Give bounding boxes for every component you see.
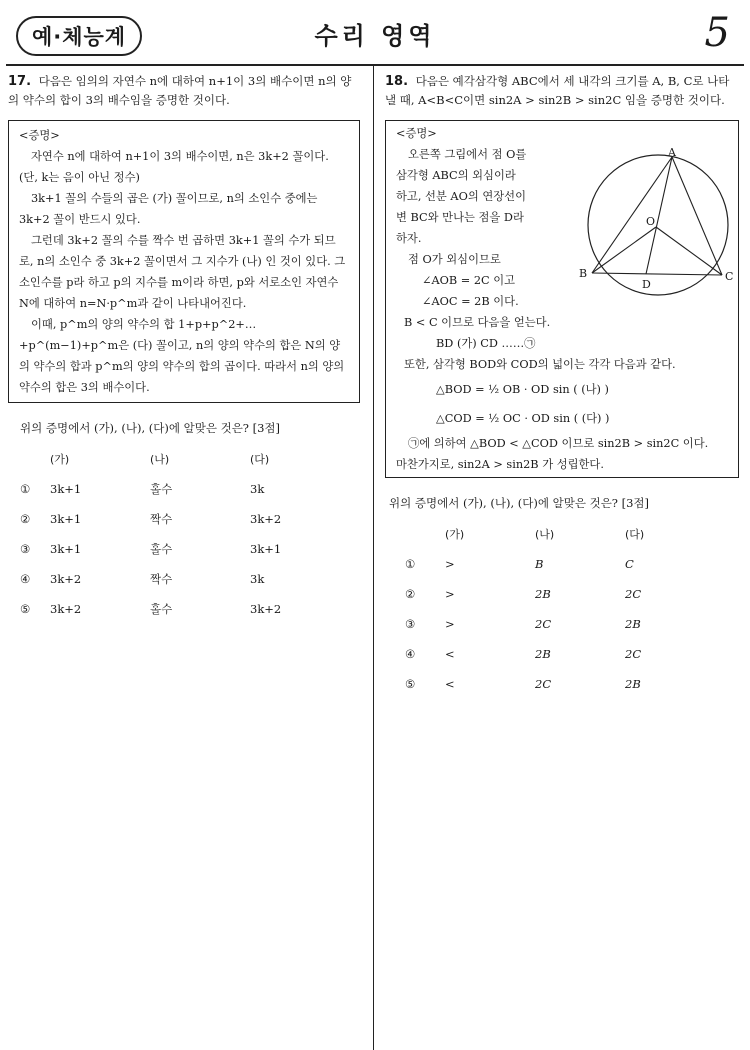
q18-conclude-1: ㉠에 의하여 △BOD < △COD 이므로 sin2B > sin2C 이다.	[408, 437, 709, 450]
q17-proof-line-1: 자연수 n에 대하여 n+1이 3의 배수이면, n은 3k+2 꼴이다. (단, k는 음이 아닌 정수)	[19, 150, 329, 184]
q18-aob-line: ∠AOB = 2C 이고	[422, 274, 516, 287]
q18-choice-3[interactable]	[405, 609, 715, 639]
q18-choice-5[interactable]	[405, 669, 715, 699]
choice-da: 3k+1	[250, 541, 282, 556]
page-title: 수리 영역	[314, 22, 436, 50]
choice-da: 2B	[625, 676, 641, 691]
choice-da: C	[625, 556, 634, 571]
q17-choice-5[interactable]	[20, 594, 350, 624]
page-number: 5	[704, 10, 730, 56]
choice-ga: 3k+1	[50, 511, 82, 526]
choice-ga: 3k+1	[50, 481, 82, 496]
column-divider	[373, 64, 374, 1050]
q17-text: 다음은 임의의 자연수 n에 대하여 n+1이 3의 배수이면 n의 양의 약수의 합이 3의 배수임을 증명한 것이다.	[8, 74, 352, 107]
q18-header-na: (나)	[535, 527, 555, 541]
label-c: C	[725, 270, 734, 283]
choice-mark[interactable]: ①	[20, 481, 31, 496]
choice-ga: >	[445, 586, 455, 601]
choice-da: 3k	[250, 571, 265, 586]
q18-conclude-2: 마찬가지로, sin2A > sin2B 가 성립한다.	[396, 458, 604, 471]
q17-header-na: (나)	[150, 452, 170, 466]
q17-choice-3[interactable]	[20, 534, 350, 564]
choice-na: 2C	[535, 616, 552, 631]
choice-na: 2B	[535, 646, 551, 661]
choice-na: 2C	[535, 676, 552, 691]
label-d: D	[642, 278, 651, 291]
q18-aoc-line: ∠AOC = 2B 이다.	[422, 295, 519, 308]
q18-area-bod: △BOD = ½ OB · OD sin ( (나) )	[436, 383, 609, 396]
label-o: O	[646, 215, 656, 228]
q18-intro-line-4: 변 BC와 만나는 점을 D라	[396, 211, 524, 224]
choice-na: 짝수	[150, 571, 173, 586]
q17-proof-line-4: 이때, p^m의 양의 약수의 합 1+p+p^2+…+p^(m−1)+p^m은 (다) 꼴이고, n의 양의 약수의 합은 N의 양의 약수의 합과 p^m의 양의 약수의 합의 곱이다. 따라서 n의 양의 약수의 합은 3의 배수이다.	[19, 318, 345, 394]
choice-mark[interactable]: ④	[405, 646, 416, 661]
q17-choice-4[interactable]	[20, 564, 350, 594]
choice-mark[interactable]: ②	[405, 586, 416, 601]
q18-choices	[405, 519, 715, 699]
q18-circumcenter-line: 점 O가 외심이므로	[408, 253, 501, 266]
choice-mark[interactable]: ⑤	[20, 601, 31, 616]
choice-ga: >	[445, 556, 455, 571]
q17-choice-1[interactable]	[20, 474, 350, 504]
choice-mark[interactable]: ⑤	[405, 676, 416, 691]
q18-choice-1[interactable]	[405, 549, 715, 579]
q17-choices	[20, 444, 350, 624]
q17-choice-2[interactable]	[20, 504, 350, 534]
q18-text: 다음은 예각삼각형 ABC에서 세 내각의 크기를 A, B, C로 나타낼 때, A<B<C이면 sin2A > sin2B > sin2C 임을 증명한 것이다.	[385, 74, 730, 107]
q17-header-ga: (가)	[50, 452, 70, 466]
choice-na: 홀수	[150, 541, 173, 556]
choice-na: 홀수	[150, 601, 173, 616]
side-bc	[592, 273, 722, 275]
q17-proof-box	[8, 120, 360, 403]
question-17	[8, 72, 360, 624]
choice-ga: <	[445, 646, 455, 661]
choice-mark[interactable]: ③	[405, 616, 416, 631]
q18-stem	[385, 72, 739, 110]
question-18	[385, 72, 739, 699]
choice-mark[interactable]: ②	[20, 511, 31, 526]
q18-b-lt-c-line: B < C 이므로 다음을 얻는다.	[404, 316, 551, 329]
choice-ga: 3k+2	[50, 571, 82, 586]
q18-proof-label: <증명>	[396, 127, 437, 140]
choice-da: 2B	[625, 616, 641, 631]
side-ab	[592, 157, 672, 273]
q18-area-intro: 또한, 삼각형 BOD와 COD의 넓이는 각각 다음과 같다.	[404, 358, 676, 371]
choice-na: 2B	[535, 586, 551, 601]
choice-ga: 3k+2	[50, 601, 82, 616]
q18-intro-line-5: 하자.	[396, 232, 422, 245]
choice-da: 2C	[625, 586, 642, 601]
q17-ask: 위의 증명에서 (가), (나), (다)에 알맞은 것은? [3점]	[20, 421, 281, 435]
q17-proof-line-2: 3k+1 꼴의 수들의 곱은 (가) 꼴이므로, n의 소인수 중에는 3k+2 꼴이 반드시 있다.	[19, 192, 318, 226]
label-a: A	[668, 146, 676, 159]
choice-na: B	[535, 556, 544, 571]
choice-ga: <	[445, 676, 455, 691]
segment-ob	[592, 227, 656, 273]
q18-area-cod: △COD = ½ OC · OD sin ( (다) )	[436, 412, 610, 425]
q18-choice-4[interactable]	[405, 639, 715, 669]
q18-ask: 위의 증명에서 (가), (나), (다)에 알맞은 것은? [3점]	[389, 496, 650, 510]
q17-choice-header	[20, 444, 350, 474]
q18-proof-box	[385, 120, 739, 478]
choice-ga: >	[445, 616, 455, 631]
choice-na: 홀수	[150, 481, 173, 496]
choice-mark[interactable]: ①	[405, 556, 416, 571]
choice-mark[interactable]: ④	[20, 571, 31, 586]
q18-choice-2[interactable]	[405, 579, 715, 609]
label-b: B	[579, 267, 588, 280]
q18-bd-cd-line: BD (가) CD ……㉠	[436, 337, 536, 350]
q18-intro-line-1: 오른쪽 그림에서 점 O를	[408, 148, 527, 161]
choice-mark[interactable]: ③	[20, 541, 31, 556]
header-divider	[6, 64, 744, 66]
q18-intro-line-3: 하고, 선분 AO의 연장선이	[396, 190, 526, 203]
choice-da: 2C	[625, 646, 642, 661]
q17-header-da: (다)	[250, 452, 270, 466]
q17-stem	[8, 72, 360, 110]
q18-choice-header	[405, 519, 715, 549]
choice-ga: 3k+1	[50, 541, 82, 556]
q18-intro-line-2: 삼각형 ABC의 외심이라	[396, 169, 516, 182]
section-badge: 예·체능계	[16, 16, 142, 56]
q18-header-da: (다)	[625, 527, 645, 541]
choice-da: 3k+2	[250, 511, 282, 526]
q17-proof-line-3: 그런데 3k+2 꼴의 수를 짝수 번 곱하면 3k+1 꼴의 수가 되므로, n의 소인수 중 3k+2 꼴이면서 그 지수가 (나) 인 것이 있다. 그 소인수를 p라 하고 p의 지수를 m이라 하면, p와 서로소인 자연수 N에 대하여 n=N·p^m과 같이 나타내어진다.	[19, 234, 346, 310]
q18-number: 18.	[385, 74, 409, 89]
choice-da: 3k+2	[250, 601, 282, 616]
q18-triangle-diagram	[576, 146, 740, 297]
choice-na: 짝수	[150, 511, 173, 526]
choice-da: 3k	[250, 481, 265, 496]
q17-number: 17.	[8, 74, 32, 89]
q17-proof-label: <증명>	[19, 129, 60, 142]
q18-header-ga: (가)	[445, 527, 465, 541]
